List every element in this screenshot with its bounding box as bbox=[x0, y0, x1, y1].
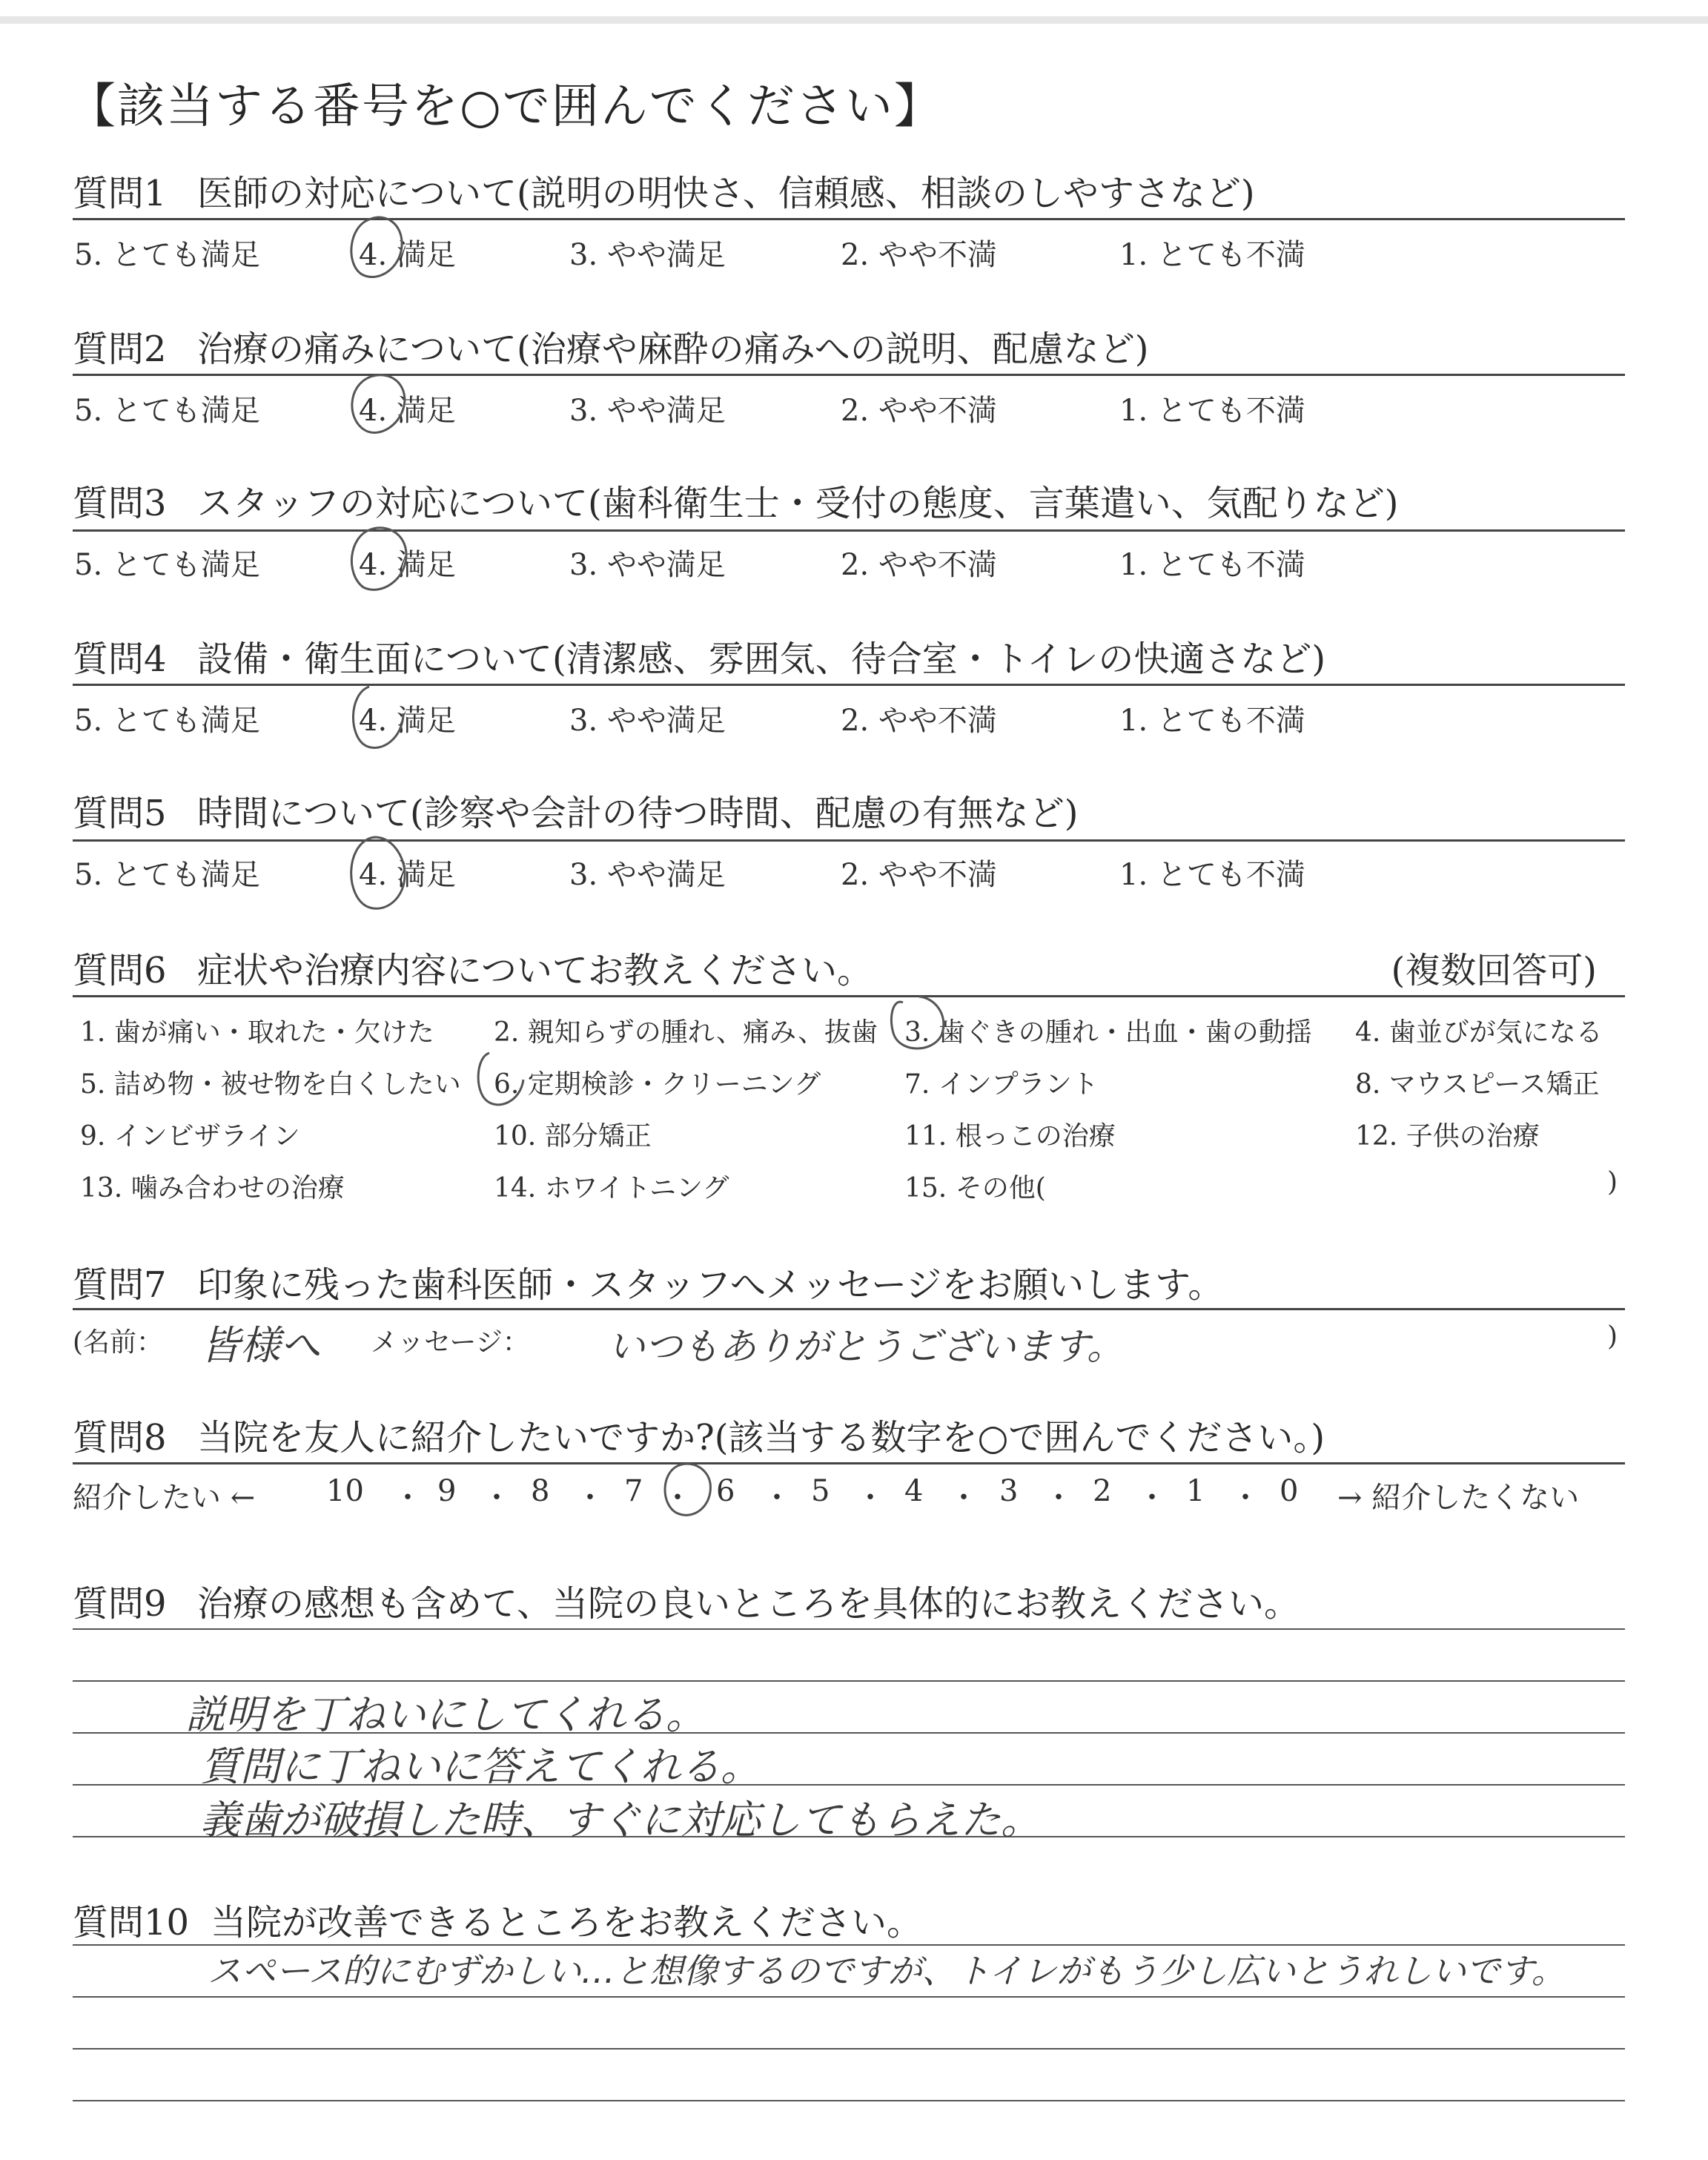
q2-option-1[interactable]: 1. とても不満 bbox=[1119, 394, 1305, 428]
q6-option-8[interactable]: 8. マウスピース矯正 bbox=[1355, 1069, 1600, 1100]
q6-option-11[interactable]: 11. 根っこの治療 bbox=[904, 1121, 1116, 1152]
divider bbox=[73, 374, 1625, 376]
scale-separator: ・ bbox=[949, 1481, 979, 1515]
q6-option-13[interactable]: 13. 噛み合わせの治療 bbox=[80, 1173, 345, 1203]
q5-option-2[interactable]: 2. やや不満 bbox=[841, 858, 997, 892]
q10-answer[interactable]: スペース的にむずかしい…と想像するのですが、トイレがもう少し広いとうれしいです。 bbox=[208, 1951, 1566, 1991]
scale-9[interactable]: 9 bbox=[437, 1474, 457, 1508]
question-5-number: 質問5 bbox=[73, 793, 167, 834]
answer-line bbox=[73, 1628, 1625, 1630]
q1-option-1[interactable]: 1. とても不満 bbox=[1119, 238, 1305, 272]
scale-6[interactable]: 6 bbox=[716, 1474, 735, 1508]
question-6-text: 症状や治療内容についてお教えください。 bbox=[197, 950, 873, 991]
scale-separator: ・ bbox=[482, 1481, 512, 1515]
scale-separator: ・ bbox=[855, 1481, 885, 1515]
form-title: 【該当する番号を○で囲んでください】 bbox=[68, 79, 943, 134]
recommend-right-label: → 紹介したくない bbox=[1337, 1481, 1580, 1515]
question-10-number: 質問10 bbox=[73, 1902, 190, 1943]
divider bbox=[73, 839, 1625, 842]
question-10-text: 当院が改善できるところをお教えください。 bbox=[211, 1902, 923, 1943]
q1-option-5[interactable]: 5. とても満足 bbox=[74, 238, 260, 272]
q9-answer-line-2[interactable]: 質問に丁ねいに答えてくれる。 bbox=[200, 1743, 761, 1790]
q1-option-3[interactable]: 3. やや満足 bbox=[569, 238, 726, 272]
q3-option-5[interactable]: 5. とても満足 bbox=[74, 548, 260, 582]
q6-option-12[interactable]: 12. 子供の治療 bbox=[1355, 1121, 1540, 1152]
scale-separator-selected: ・ bbox=[663, 1481, 692, 1515]
scale-3[interactable]: 3 bbox=[999, 1474, 1019, 1508]
question-6-heading bbox=[73, 942, 873, 993]
divider bbox=[73, 1462, 1625, 1464]
divider bbox=[73, 529, 1625, 532]
question-4-number: 質問4 bbox=[73, 638, 167, 680]
question-3-number: 質問3 bbox=[73, 483, 167, 524]
scale-8[interactable]: 8 bbox=[531, 1474, 550, 1508]
q6-option-15[interactable]: 15. その他( bbox=[904, 1173, 1046, 1203]
question-9-number: 質問9 bbox=[73, 1583, 167, 1625]
question-1-heading bbox=[73, 165, 1255, 216]
q6-option-9[interactable]: 9. インビザライン bbox=[80, 1121, 300, 1152]
q4-option-1[interactable]: 1. とても不満 bbox=[1119, 704, 1305, 738]
q4-option-5[interactable]: 5. とても満足 bbox=[74, 704, 260, 738]
message-answer[interactable]: いつもありがとうございます。 bbox=[608, 1325, 1124, 1368]
q6-option-7[interactable]: 7. インプラント bbox=[904, 1069, 1099, 1100]
divider bbox=[73, 218, 1625, 220]
question-9-heading bbox=[73, 1575, 1300, 1626]
q4-option-2[interactable]: 2. やや不満 bbox=[841, 704, 997, 738]
q2-option-5[interactable]: 5. とても満足 bbox=[74, 394, 260, 428]
scale-separator: ・ bbox=[1231, 1481, 1260, 1515]
question-2-text: 治療の痛みについて(治療や麻酔の痛みへの説明、配慮など) bbox=[197, 328, 1149, 370]
q6-option-3[interactable]: 3. 歯ぐきの腫れ・出血・歯の動揺 bbox=[904, 1017, 1312, 1048]
divider bbox=[73, 684, 1625, 686]
scale-separator: ・ bbox=[575, 1481, 605, 1515]
divider bbox=[73, 995, 1625, 997]
q6-option-6[interactable]: 6. 定期検診・クリーニング bbox=[494, 1069, 821, 1100]
q4-option-4[interactable]: 4. 満足 bbox=[359, 704, 456, 738]
scale-separator: ・ bbox=[393, 1481, 423, 1515]
message-label: メッセージ： bbox=[371, 1327, 529, 1358]
scale-1[interactable]: 1 bbox=[1186, 1474, 1205, 1508]
q3-option-1[interactable]: 1. とても不満 bbox=[1119, 548, 1305, 582]
q9-answer-line-1[interactable]: 説明を丁ねいにしてくれる。 bbox=[185, 1691, 706, 1738]
question-3-text: スタッフの対応について(歯科衛生士・受付の態度、言葉遣い、気配りなど) bbox=[197, 483, 1399, 524]
scale-4[interactable]: 4 bbox=[904, 1474, 924, 1508]
q5-option-3[interactable]: 3. やや満足 bbox=[569, 858, 726, 892]
answer-line bbox=[73, 1996, 1625, 1998]
question-1-number: 質問1 bbox=[73, 173, 167, 214]
q9-answer-line-3[interactable]: 義歯が破損した時、すぐに対応してもらえた。 bbox=[200, 1797, 1041, 1843]
q6-option-5[interactable]: 5. 詰め物・被せ物を白くしたい bbox=[80, 1069, 461, 1100]
question-7-text: 印象に残った歯科医師・スタッフへメッセージをお願いします。 bbox=[197, 1264, 1224, 1306]
question-9-text: 治療の感想も含めて、当院の良いところを具体的にお教えください。 bbox=[197, 1583, 1300, 1625]
question-4-heading bbox=[73, 630, 1325, 681]
question-2-heading bbox=[73, 320, 1149, 371]
q5-option-5[interactable]: 5. とても満足 bbox=[74, 858, 260, 892]
scale-7[interactable]: 7 bbox=[624, 1474, 643, 1508]
question-4-text: 設備・衛生面について(清潔感、雰囲気、待合室・トイレの快適さなど) bbox=[197, 638, 1326, 680]
name-label: (名前： bbox=[73, 1327, 164, 1358]
q4-option-3[interactable]: 3. やや満足 bbox=[569, 704, 726, 738]
scale-0[interactable]: 0 bbox=[1280, 1474, 1299, 1508]
scale-10[interactable]: 10 bbox=[326, 1474, 364, 1508]
q2-option-2[interactable]: 2. やや不満 bbox=[841, 394, 997, 428]
divider bbox=[73, 1308, 1625, 1310]
answer-line bbox=[73, 1680, 1625, 1682]
question-5-heading bbox=[73, 785, 1079, 836]
question-10-heading bbox=[73, 1894, 922, 1945]
q6-option-10[interactable]: 10. 部分矯正 bbox=[494, 1121, 652, 1152]
message-close-paren: ) bbox=[1607, 1321, 1618, 1352]
scale-5[interactable]: 5 bbox=[811, 1474, 830, 1508]
scale-separator: ・ bbox=[1137, 1481, 1167, 1515]
question-1-text: 医師の対応について(説明の明快さ、信頼感、相談のしやすさなど) bbox=[197, 173, 1255, 214]
recommend-left-label: 紹介したい ← bbox=[73, 1481, 256, 1515]
q1-option-2[interactable]: 2. やや不満 bbox=[841, 238, 997, 272]
other-close-paren: ) bbox=[1607, 1167, 1618, 1198]
q6-option-1[interactable]: 1. 歯が痛い・取れた・欠けた bbox=[80, 1017, 434, 1048]
q3-option-3[interactable]: 3. やや満足 bbox=[569, 548, 726, 582]
question-6-number: 質問6 bbox=[73, 950, 167, 991]
q3-option-4[interactable]: 4. 満足 bbox=[359, 548, 456, 582]
answer-line bbox=[73, 2100, 1625, 2101]
q3-option-2[interactable]: 2. やや不満 bbox=[841, 548, 997, 582]
multiple-answer-note: (複数回答可) bbox=[1391, 950, 1597, 991]
question-8-number: 質問8 bbox=[73, 1417, 167, 1459]
q2-option-4[interactable]: 4. 満足 bbox=[359, 394, 456, 428]
question-2-number: 質問2 bbox=[73, 328, 167, 370]
question-8-heading bbox=[73, 1409, 1325, 1460]
scan-edge bbox=[0, 16, 1708, 24]
scale-separator: ・ bbox=[1044, 1481, 1073, 1515]
answer-line bbox=[73, 2048, 1625, 2050]
question-7-heading bbox=[73, 1256, 1223, 1307]
q6-option-4[interactable]: 4. 歯並びが気になる bbox=[1355, 1017, 1603, 1048]
question-3-heading bbox=[73, 475, 1399, 526]
name-answer[interactable]: 皆様へ bbox=[200, 1322, 320, 1369]
question-8-text: 当院を友人に紹介したいですか?(該当する数字を○で囲んでください。) bbox=[197, 1417, 1325, 1459]
scale-separator: ・ bbox=[762, 1481, 792, 1515]
q1-option-4[interactable]: 4. 満足 bbox=[359, 238, 456, 272]
question-7-number: 質問7 bbox=[73, 1264, 167, 1306]
q6-option-14[interactable]: 14. ホワイトニング bbox=[494, 1173, 729, 1203]
q5-option-4[interactable]: 4. 満足 bbox=[359, 858, 456, 892]
q5-option-1[interactable]: 1. とても不満 bbox=[1119, 858, 1305, 892]
q6-option-2[interactable]: 2. 親知らずの腫れ、痛み、抜歯 bbox=[494, 1017, 878, 1048]
q2-option-3[interactable]: 3. やや満足 bbox=[569, 394, 726, 428]
question-5-text: 時間について(診察や会計の待つ時間、配慮の有無など) bbox=[197, 793, 1079, 834]
scale-2[interactable]: 2 bbox=[1093, 1474, 1112, 1508]
